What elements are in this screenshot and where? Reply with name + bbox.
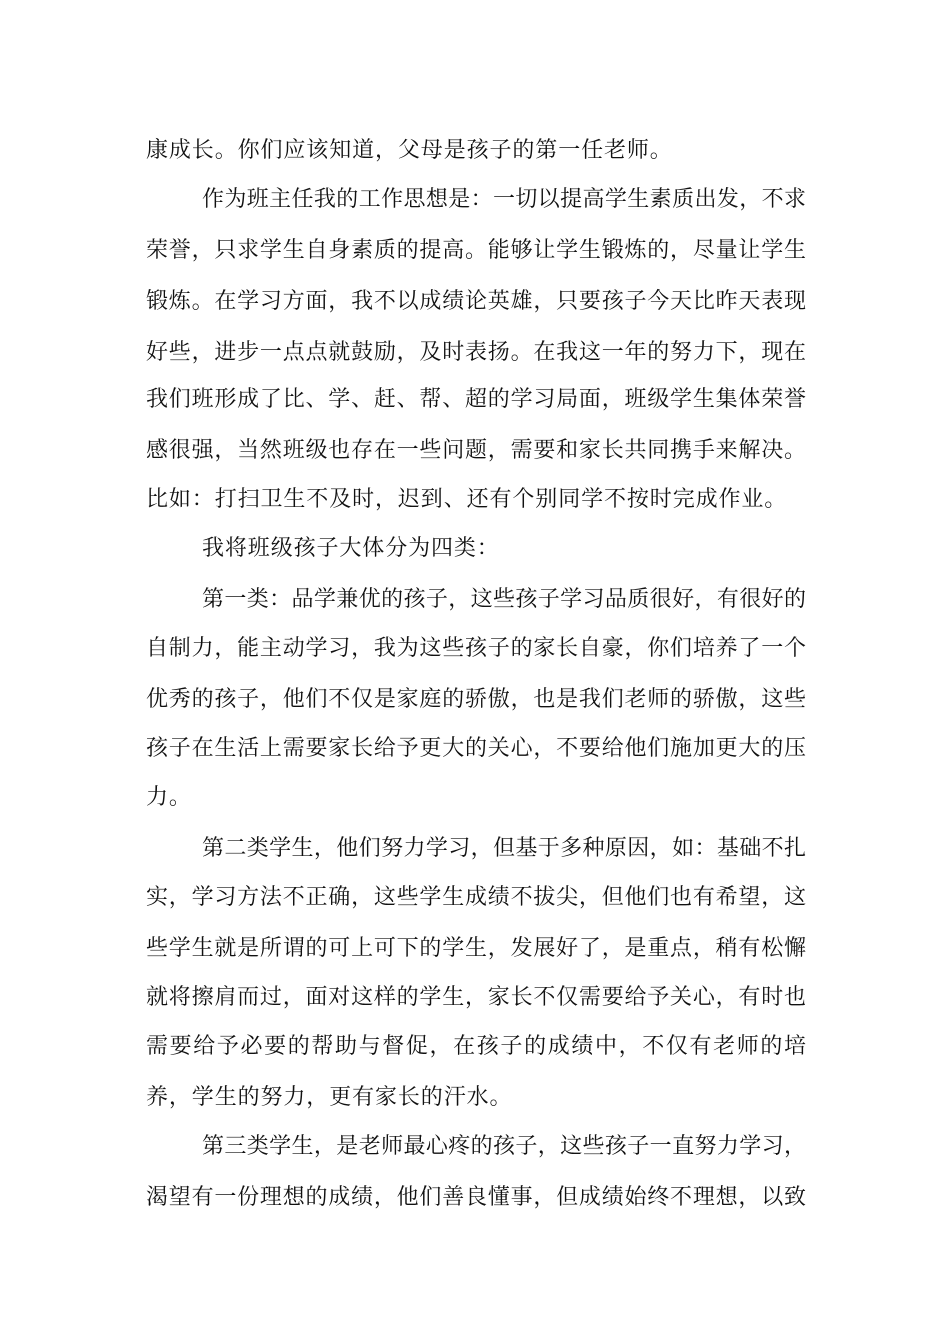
text-line: 感很强，当然班级也存在一些问题，需要和家长共同携手来解决。 [146,438,806,463]
text-line: 好些，进步一点点就鼓励，及时表扬。在我这一年的努力下，现在 [146,340,806,365]
text-line: 比如：打扫卫生不及时，迟到、还有个别同学不按时完成作业。 [146,487,788,512]
text-line: 荣誉，只求学生自身素质的提高。能够让学生锻炼的，尽量让学生 [146,238,806,263]
text-line: 康成长。你们应该知道，父母是孩子的第一任老师。 [146,138,673,163]
text-line: 就将擦肩而过，面对这样的学生，家长不仅需要给予关心，有时也 [146,985,806,1010]
paragraph-first-line: 第一类：品学兼优的孩子，这些孩子学习品质很好，有很好的 [202,587,806,612]
paragraph-first-line: 作为班主任我的工作思想是：一切以提高学生素质出发，不求 [202,187,806,212]
text-line: 实，学习方法不正确，这些学生成绩不拔尖，但他们也有希望，这 [146,885,806,910]
text-line: 锻炼。在学习方面，我不以成绩论英雄，只要孩子今天比昨天表现 [146,289,806,314]
text-line: 渴望有一份理想的成绩，他们善良懂事，但成绩始终不理想，以致 [146,1185,806,1210]
text-line: 需要给予必要的帮助与督促，在孩子的成绩中，不仅有老师的培 [146,1034,806,1059]
text-line: 力。 [146,785,192,810]
paragraph-first-line: 第二类学生，他们努力学习，但基于多种原因，如：基础不扎 [202,836,806,861]
text-line: 优秀的孩子，他们不仅是家庭的骄傲，也是我们老师的骄傲，这些 [146,687,806,712]
paragraph-first-line: 第三类学生，是老师最心疼的孩子，这些孩子一直努力学习， [202,1134,806,1159]
text-line: 孩子在生活上需要家长给予更大的关心，不要给他们施加更大的压 [146,736,806,761]
text-line: 些学生就是所谓的可上可下的学生，发展好了，是重点，稍有松懈 [146,936,806,961]
paragraph-first-line: 我将班级孩子大体分为四类： [202,536,500,561]
text-line: 养，学生的努力，更有家长的汗水。 [146,1085,513,1110]
text-line: 自制力，能主动学习，我为这些孩子的家长自豪，你们培养了一个 [146,636,806,661]
text-line: 我们班形成了比、学、赶、帮、超的学习局面，班级学生集体荣誉 [146,387,806,412]
